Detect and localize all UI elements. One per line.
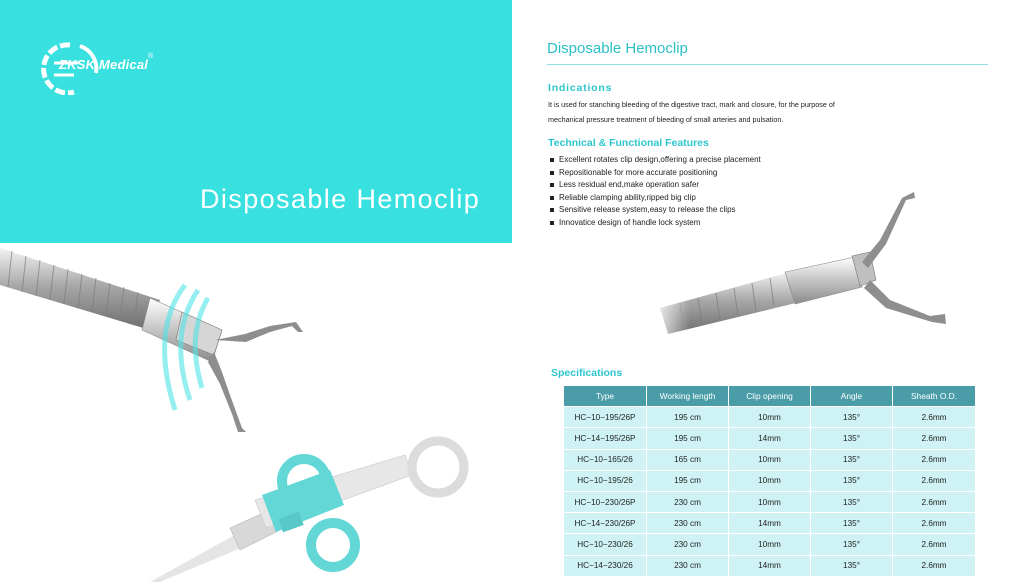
table-cell: 230 cm — [647, 513, 729, 534]
table-cell: 10mm — [729, 407, 811, 428]
table-cell: 10mm — [729, 534, 811, 555]
table-row — [564, 556, 975, 577]
feature-item — [549, 192, 761, 205]
feature-item — [549, 204, 761, 217]
column-header: Working length — [647, 386, 729, 407]
specifications-heading: Specifications — [551, 367, 623, 379]
feature-item — [549, 217, 761, 230]
table-cell: 2.6mm — [893, 513, 975, 534]
table-row — [564, 492, 975, 513]
hemoclip-handle-image — [150, 441, 464, 582]
table-cell: 135° — [811, 556, 893, 577]
hero-banner — [0, 0, 512, 243]
bullet-icon — [550, 196, 554, 200]
table-cell: HC−10−165/26 — [564, 450, 647, 471]
bullet-icon — [550, 171, 554, 175]
features-heading: Technical & Functional Features — [548, 137, 709, 149]
table-cell: HC−14−230/26P — [564, 513, 647, 534]
bullet-icon — [550, 158, 554, 162]
table-row — [564, 407, 975, 428]
column-header: Clip opening — [729, 386, 811, 407]
table-cell: 10mm — [729, 492, 811, 513]
bullet-icon — [550, 208, 554, 212]
table-cell: 2.6mm — [893, 556, 975, 577]
feature-text: Less residual end,make operation safer — [559, 180, 700, 189]
page-title: Disposable Hemoclip — [547, 40, 688, 57]
hemoclip-main-image — [0, 248, 303, 432]
table-cell: 195 cm — [647, 407, 729, 428]
table-row — [564, 534, 975, 555]
table-cell: 2.6mm — [893, 492, 975, 513]
table-cell: 135° — [811, 513, 893, 534]
table-row — [564, 428, 975, 449]
table-cell: 14mm — [729, 556, 811, 577]
feature-text: Reliable clamping ability,ripped big clip — [559, 192, 696, 202]
table-cell: 10mm — [729, 471, 811, 492]
indications-text — [548, 97, 878, 127]
column-header: Sheath O.D. — [893, 386, 975, 407]
table-cell: 2.6mm — [893, 450, 975, 471]
table-cell: 14mm — [729, 513, 811, 534]
table-cell: 10mm — [729, 450, 811, 471]
indications-heading: Indications — [548, 82, 613, 94]
feature-item — [549, 167, 761, 180]
table-cell: 2.6mm — [893, 534, 975, 555]
table-cell: 135° — [811, 534, 893, 555]
table-cell: 230 cm — [647, 492, 729, 513]
table-cell: 230 cm — [647, 534, 729, 555]
table-cell: HC−10−230/26P — [564, 492, 647, 513]
hero-title: Disposable Hemoclip — [200, 184, 481, 214]
table-cell: HC−10−195/26 — [564, 471, 647, 492]
brand-logo — [40, 41, 160, 95]
table-cell: 165 cm — [647, 450, 729, 471]
table-cell: 135° — [811, 428, 893, 449]
table-cell: 2.6mm — [893, 471, 975, 492]
feature-text: Excellent rotates clip design,offering a precise placement — [559, 155, 761, 164]
table-cell: 195 cm — [647, 471, 729, 492]
table-row — [564, 450, 975, 471]
table-cell: HC−10−230/26 — [564, 534, 647, 555]
table-cell: 230 cm — [647, 556, 729, 577]
bullet-icon — [550, 221, 554, 225]
column-header: Angle — [811, 386, 893, 407]
table-cell: 2.6mm — [893, 407, 975, 428]
table-cell: 135° — [811, 492, 893, 513]
table-cell: HC−10−195/26P — [564, 407, 647, 428]
feature-item — [549, 154, 761, 167]
table-cell: 135° — [811, 471, 893, 492]
specifications-table — [564, 386, 975, 577]
table-cell: HC−14−230/26 — [564, 556, 647, 577]
table-row — [564, 513, 975, 534]
title-divider — [547, 64, 988, 65]
brand-name: ZKSK Medical — [59, 57, 149, 72]
bullet-icon — [550, 183, 554, 187]
table-cell: 14mm — [729, 428, 811, 449]
registered-mark: ® — [148, 53, 154, 60]
table-cell: 2.6mm — [893, 428, 975, 449]
feature-text: Repositionable for more accurate positioning — [559, 167, 718, 177]
feature-text: Sensitive release system,easy to release the clips — [559, 205, 736, 214]
indications-line: mechanical pressure treatment of bleeding of small arteries and pulsation. — [548, 115, 784, 124]
table-cell: HC−14−195/26P — [564, 428, 647, 449]
table-header-row — [564, 386, 975, 407]
features-list — [549, 154, 761, 229]
table-cell: 195 cm — [647, 428, 729, 449]
feature-text: Innovatice design of handle lock system — [559, 217, 701, 227]
feature-item — [549, 179, 761, 192]
table-cell: 135° — [811, 450, 893, 471]
table-row — [564, 471, 975, 492]
column-header: Type — [564, 386, 647, 407]
indications-line: It is used for stanching bleeding of the digestive tract, mark and closure, for the purpose of — [548, 100, 835, 109]
table-cell: 135° — [811, 407, 893, 428]
